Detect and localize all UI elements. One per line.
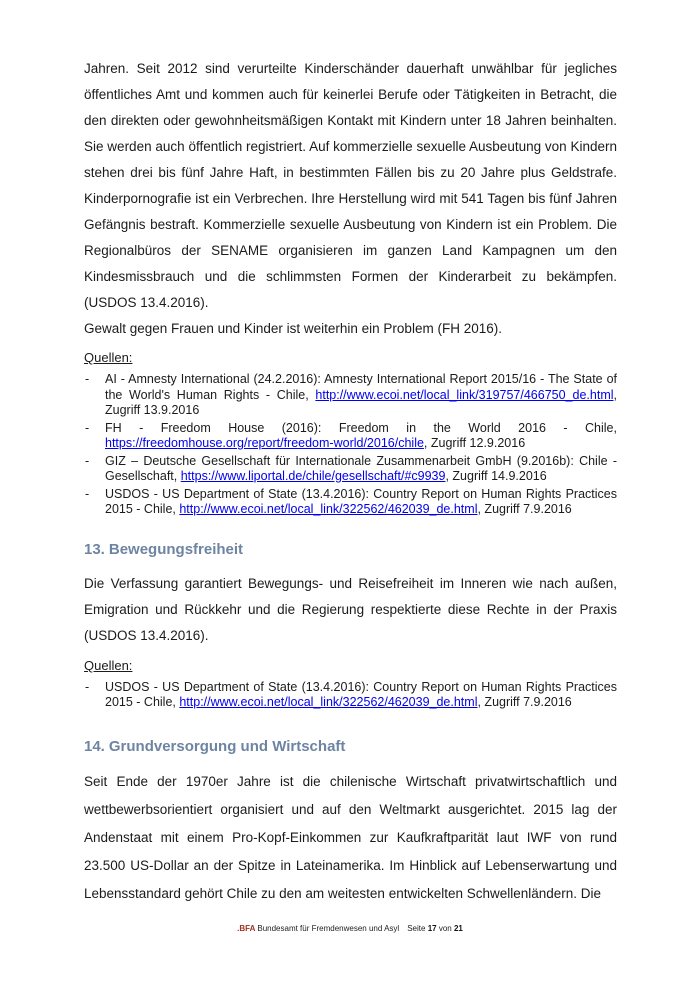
source-text: , Zugriff 12.9.2016	[423, 436, 526, 450]
source-item-fh	[84, 421, 617, 452]
paragraph-child-protection: Jahren. Seit 2012 sind verurteilte Kinderschänder dauerhaft unwählbar für jegliches öffentliches Amt und kommen auch für keinerlei Berufe oder Tätigkeiten in Betracht, die den direkten oder gewohnheitsmäßigen Kontakt mit Kindern unter 18 Jahren beinhalten. Sie werden auch öffentlich registriert. Auf kommerzielle sexuelle Ausbeutung von Kindern stehen drei bis fünf Jahre Haft, in bestimmten Fällen bis zu 20 Jahre plus Geldstrafe. Kinderpornografie ist ein Verbrechen. Ihre Herstellung wird mit 541 Tagen bis fünf Jahren Gefängnis bestraft. Kommerzielle sexuelle Ausbeutung von Kindern ist ein Problem. Die Regionalbüros der SENAME organisieren im ganzen Land Kampagnen um den Kindesmissbrauch und die schlimmsten Formen der Kinderarbeit zu bekämpfen. (USDOS 13.4.2016).	[84, 61, 617, 310]
source-link[interactable]: http://www.ecoi.net/local_link/322562/462039_de.html	[179, 695, 478, 710]
list-dash-marker: -	[85, 679, 90, 694]
sources-label: Quellen:	[84, 657, 133, 673]
total-page-number: 21	[453, 924, 463, 933]
source-text: , Zugriff 7.9.2016	[477, 695, 572, 710]
source-link[interactable]: https://www.liportal.de/chile/gesellschaft/#c9939	[180, 469, 446, 483]
source-link[interactable]: https://freedomhouse.org/report/freedom-world/2016/chile	[105, 436, 424, 450]
source-item-usdos	[84, 487, 617, 518]
source-item-giz	[84, 454, 617, 485]
source-text: , Zugriff 7.9.2016	[477, 502, 572, 516]
section-title: Bewegungsfreiheit	[108, 540, 244, 558]
section-title: Grundversorgung und Wirtschaft	[108, 737, 346, 755]
sources-list-2	[84, 680, 617, 711]
source-link[interactable]: http://www.ecoi.net/local_link/322562/462039_de.html	[179, 502, 478, 516]
page-footer	[0, 923, 700, 934]
paragraph-economy: Seit Ende der 1970er Jahre ist die chilenische Wirtschaft privatwirtschaftlich und wettbewerbsorientiert organisiert und auf den Weltmarkt ausgerichtet. 2015 lag der Andenstaat mit einem Pro-Kopf-Einkommen zur Kaufkraftparität laut IWF von rund 23.500 US-Dollar an der Spitze in Lateinamerika. Im Hinblick auf Lebenserwartung und Lebensstandard gehört Chile zu den am weitesten entwickelten Schwellenländern. Die	[84, 774, 617, 902]
source-text: AI - Amnesty International (24.2.2016): Amnesty International Report 2015/16 - The State of the World's Human Rights - Chile,	[105, 372, 617, 402]
current-page-number: 17	[427, 924, 437, 933]
source-item-ai	[84, 372, 617, 419]
paragraph-freedom-of-movement: Die Verfassung garantiert Bewegungs- und Reisefreiheit im Inneren wie nach außen, Emigration und Rückkehr und die Regierung respektierte diese Rechte in der Praxis (USDOS 13.4.2016).	[84, 575, 617, 643]
source-item-usdos	[84, 680, 617, 711]
footer-organization: Bundesamt für Fremdenwesen und Asyl	[257, 924, 400, 933]
section-heading-13	[84, 540, 617, 559]
section-number: 14.	[84, 737, 105, 755]
source-text: , Zugriff 13.9.2016	[105, 387, 617, 417]
list-dash-marker: -	[85, 420, 90, 435]
source-text: USDOS - US Department of State (13.4.2016): Country Report on Human Rights Practices 2015 - Chile,	[105, 486, 617, 516]
section-heading-14	[84, 737, 617, 756]
source-text: , Zugriff 14.9.2016	[445, 469, 547, 483]
source-text: FH - Freedom House (2016): Freedom in the World 2016 - Chile,	[105, 420, 617, 435]
section-number: 13.	[84, 540, 105, 558]
sources-label: Quellen:	[84, 350, 133, 365]
list-dash-marker: -	[85, 453, 90, 468]
source-text: GIZ – Deutsche Gesellschaft für Internationale Zusammenarbeit GmbH (9.2016b): Chile - Gesellschaft,	[105, 453, 617, 483]
sources-list	[84, 372, 617, 518]
bfa-logo: .BFA	[237, 924, 256, 933]
list-dash-marker: -	[85, 486, 90, 501]
source-text: USDOS - US Department of State (13.4.2016): Country Report on Human Rights Practices 2015 - Chile,	[105, 679, 617, 710]
source-link[interactable]: http://www.ecoi.net/local_link/319757/466750_de.html	[315, 387, 614, 402]
list-dash-marker: -	[85, 372, 90, 386]
paragraph-violence: Gewalt gegen Frauen und Kinder ist weiterhin ein Problem (FH 2016).	[84, 321, 502, 336]
page-number-label: Seite 17 von 21	[407, 924, 463, 933]
